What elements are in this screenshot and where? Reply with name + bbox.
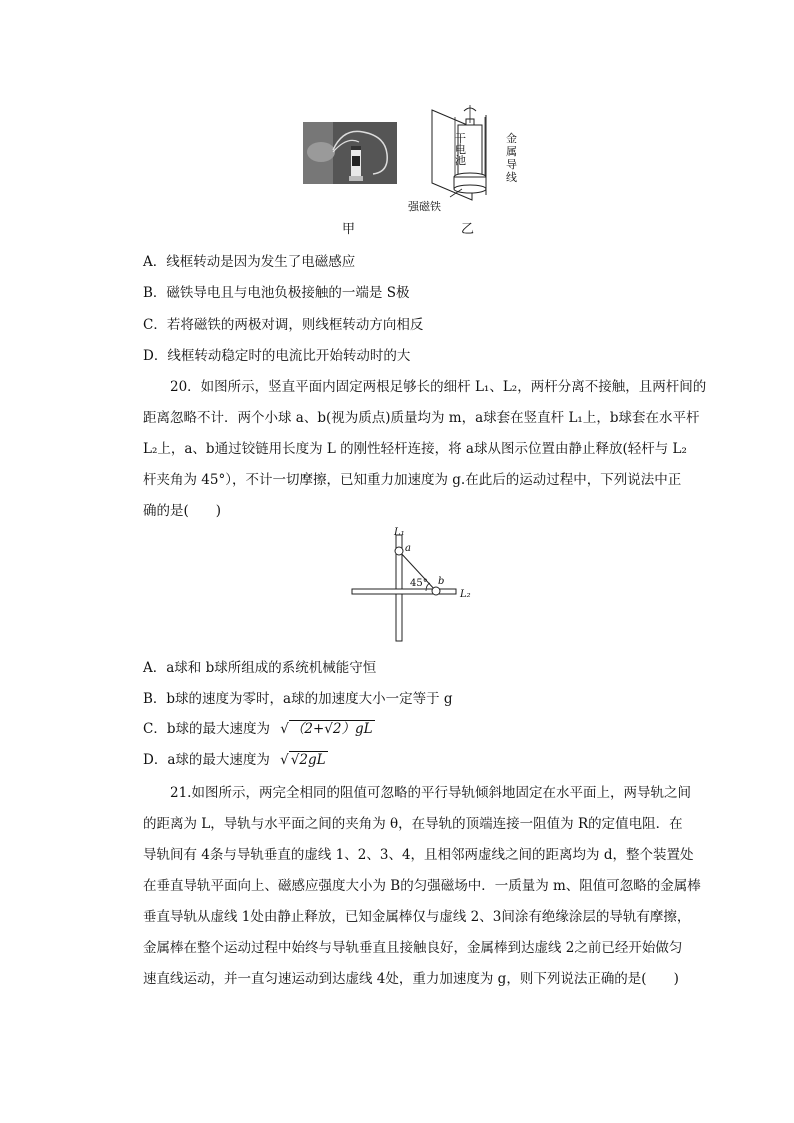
q21-line: 21.如图所示，两完全相同的阻值可忽略的平行导轨倾斜地固定在水平面上，两导轨之间 [170, 785, 691, 801]
battery-label: 干 电 池 [455, 132, 466, 167]
q19-option-d: D．线框转动稳定时的电流比开始转动时的大 [143, 348, 411, 364]
q21-line: 金属棒在整个运动过程中始终与导轨垂直且接触良好，金属棒到达虚线 2之前已经开始做匀 [143, 940, 683, 956]
magnet-label: 强磁铁 [408, 200, 441, 213]
label-a: a [405, 543, 411, 554]
photo-battery-wire-frame [303, 122, 397, 184]
q20-option-d-radicand: √2gL [290, 752, 326, 768]
q19-option-a: A．线框转动是因为发生了电磁感应 [143, 254, 356, 270]
q20-option-c-text: C．b球的最大速度为 [143, 721, 270, 737]
label-L1: L₁ [394, 527, 405, 538]
sqrt-sign: √ [280, 752, 289, 768]
q19-option-c: C．若将磁铁的两极对调，则线框转动方向相反 [143, 317, 424, 333]
label-L2: L₂ [460, 589, 471, 600]
q20-line: 杆夹角为 45°），不计一切摩擦，已知重力加速度为 g.在此后的运动过程中，下列说法中正 [143, 472, 682, 488]
q21-line: 在垂直导轨平面向上、磁感应强度大小为 B的匀强磁场中．一质量为 m、阻值可忽略的金属棒 [143, 878, 701, 894]
q20-option-d-text: D．a球的最大速度为 [143, 752, 270, 768]
q21-line: 垂直导轨从虚线 1处由静止释放，已知金属棒仅与虚线 2、3间涂有绝缘涂层的导轨有摩擦， [143, 909, 691, 925]
q21-line: 的距离为 L，导轨与水平面之间的夹角为 θ，在导轨的顶端连接一阻值为 R的定值电阻．在 [143, 816, 683, 832]
caption-yi: 乙 [461, 222, 475, 237]
q20-option-a: A．a球和 b球所组成的系统机械能守恒 [143, 660, 377, 676]
label-b: b [438, 576, 445, 587]
q20-stem [143, 372, 707, 532]
q20-option-c [143, 717, 375, 737]
q19-option-b: B．磁铁导电且与电池负极接触的一端是 S极 [143, 285, 410, 301]
q20-option-b: B．b球的速度为零时，a球的加速度大小一定等于 g [143, 691, 453, 707]
q20-line: 确的是( ) [143, 503, 222, 519]
caption-jia: 甲 [342, 222, 356, 237]
wire-label: 金 属 导 线 [506, 132, 517, 184]
q21-stem [143, 778, 701, 998]
q21-line: 导轨间有 4条与导轨垂直的虚线 1、2、3、4，且相邻两虚线之间的距离均为 d，整个装置处 [143, 847, 694, 863]
photo-illustration [303, 122, 397, 184]
label-angle: 45° [410, 578, 428, 589]
q20-option-c-radicand: （2+√2）gL [290, 721, 373, 737]
q20-line: L₂上，a、b通过铰链用长度为 L 的刚性轻杆连接，将 a球从图示位置由静止释放(轻杆与 L₂ [143, 441, 687, 457]
q21-line: 速直线运动，并一直匀速运动到达虚线 4处，重力加速度为 g，则下列说法正确的是( ) [143, 971, 679, 987]
sqrt-sign: √ [280, 721, 289, 737]
q20-line: 20．如图所示，竖直平面内固定两根足够长的细杆 L₁、L₂，两杆分离不接触，且两杆间的 [170, 379, 707, 395]
q20-line: 距离忽略不计．两个小球 a、b(视为质点)质量均为 m，a球套在竖直杆 L₁上，b球套在水平杆 [143, 410, 700, 426]
q20-option-d [143, 748, 328, 768]
